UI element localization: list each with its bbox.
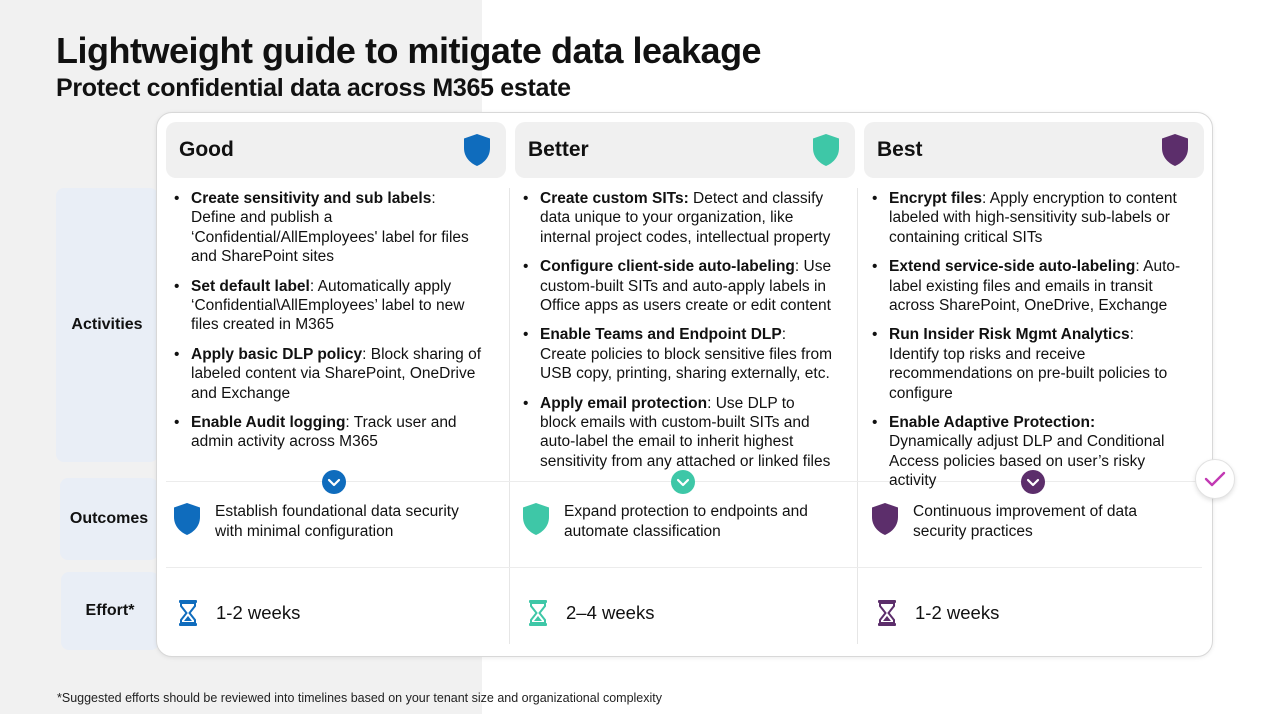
effort-best xyxy=(877,600,999,626)
footnote: *Suggested efforts should be reviewed into timelines based on your tenant size and organizational complexity xyxy=(57,691,662,705)
page-title: Lightweight guide to mitigate data leakage xyxy=(56,30,762,71)
activity-item: • Set default label: Automatically apply ‘Confidential\AllEmployees’ label to new files created in M365 xyxy=(166,277,484,335)
effort-text: 1-2 weeks xyxy=(216,602,301,623)
activity-item: • Create sensitivity and sub labels: Define and publish a ‘Confidential/AllEmployees' label for files and SharePoint sites xyxy=(166,189,484,267)
activity-item: • Create custom SITs: Detect and classify data unique to your organization, like internal project codes, intellectual property xyxy=(515,189,833,247)
column-divider xyxy=(857,188,858,644)
activities-list-best xyxy=(864,189,1182,501)
outcome-text: Continuous improvement of data security practices xyxy=(913,503,1138,540)
activity-item: • Run Insider Risk Mgmt Analytics: Identify top risks and receive recommendations on pre-built policies to configure xyxy=(864,325,1182,403)
effort-better xyxy=(528,600,654,626)
activities-list-better xyxy=(515,189,833,481)
activity-item: • Apply email protection: Use DLP to block emails with custom-built SITs and auto-label the email to inherit highest sensitivity from any attached or linked files xyxy=(515,394,833,472)
tier-name: Good xyxy=(179,138,234,161)
check-badge xyxy=(1195,459,1235,499)
blue-shield-icon xyxy=(172,502,202,536)
hourglass-icon xyxy=(528,600,548,626)
effort-text: 1-2 weeks xyxy=(915,602,1000,623)
blue-shield-icon xyxy=(462,133,492,167)
activity-item: • Enable Adaptive Protection: Dynamically adjust DLP and Conditional Access policies based on user’s risky activity xyxy=(864,413,1182,491)
activity-item: • Enable Teams and Endpoint DLP: Create policies to block sensitive files from USB copy, printing, sharing externally, etc. xyxy=(515,325,833,383)
hourglass-icon xyxy=(178,600,198,626)
tier-header-best xyxy=(864,122,1204,178)
tier-header-good xyxy=(166,122,506,178)
activity-item: • Enable Audit logging: Track user and admin activity across M365 xyxy=(166,413,484,452)
activity-item: • Configure client-side auto-labeling: Use custom-built SITs and auto-apply labels in Office apps as users create or edit content xyxy=(515,257,833,315)
page-subtitle: Protect confidential data across M365 estate xyxy=(56,74,571,102)
activity-item: • Apply basic DLP policy: Block sharing of labeled content via SharePoint, OneDrive and Exchange xyxy=(166,345,484,403)
purple-shield-icon xyxy=(1160,133,1190,167)
chevron-down-icon xyxy=(322,470,346,494)
checkmark-icon xyxy=(1204,470,1226,488)
chevron-down-icon xyxy=(671,470,695,494)
effort-text: 2–4 weeks xyxy=(566,602,655,623)
outcome-best xyxy=(870,502,1183,542)
chevron-down-icon xyxy=(1021,470,1045,494)
row-label-effort: Effort* xyxy=(61,572,159,650)
row-divider xyxy=(166,567,1202,568)
outcome-text: Expand protection to endpoints and automate classification xyxy=(564,503,808,540)
purple-shield-icon xyxy=(870,502,900,536)
teal-shield-icon xyxy=(521,502,551,536)
activities-list-good xyxy=(166,189,484,462)
row-label-activities: Activities xyxy=(56,188,158,462)
activity-item: • Extend service-side auto-labeling: Auto-label existing files and emails in transit across SharePoint, OneDrive, Exchange xyxy=(864,257,1182,315)
teal-shield-icon xyxy=(811,133,841,167)
activity-item: • Encrypt files: Apply encryption to content labeled with high-sensitivity sub-labels or containing critical SITs xyxy=(864,189,1182,247)
outcome-better xyxy=(521,502,834,542)
row-label-outcomes: Outcomes xyxy=(60,478,158,560)
tier-name: Best xyxy=(877,138,923,161)
effort-good xyxy=(178,600,300,626)
column-divider xyxy=(509,188,510,644)
tier-header-better xyxy=(515,122,855,178)
outcome-text: Establish foundational data security with minimal configuration xyxy=(215,503,459,540)
outcome-good xyxy=(172,502,485,542)
hourglass-icon xyxy=(877,600,897,626)
tier-name: Better xyxy=(528,138,589,161)
